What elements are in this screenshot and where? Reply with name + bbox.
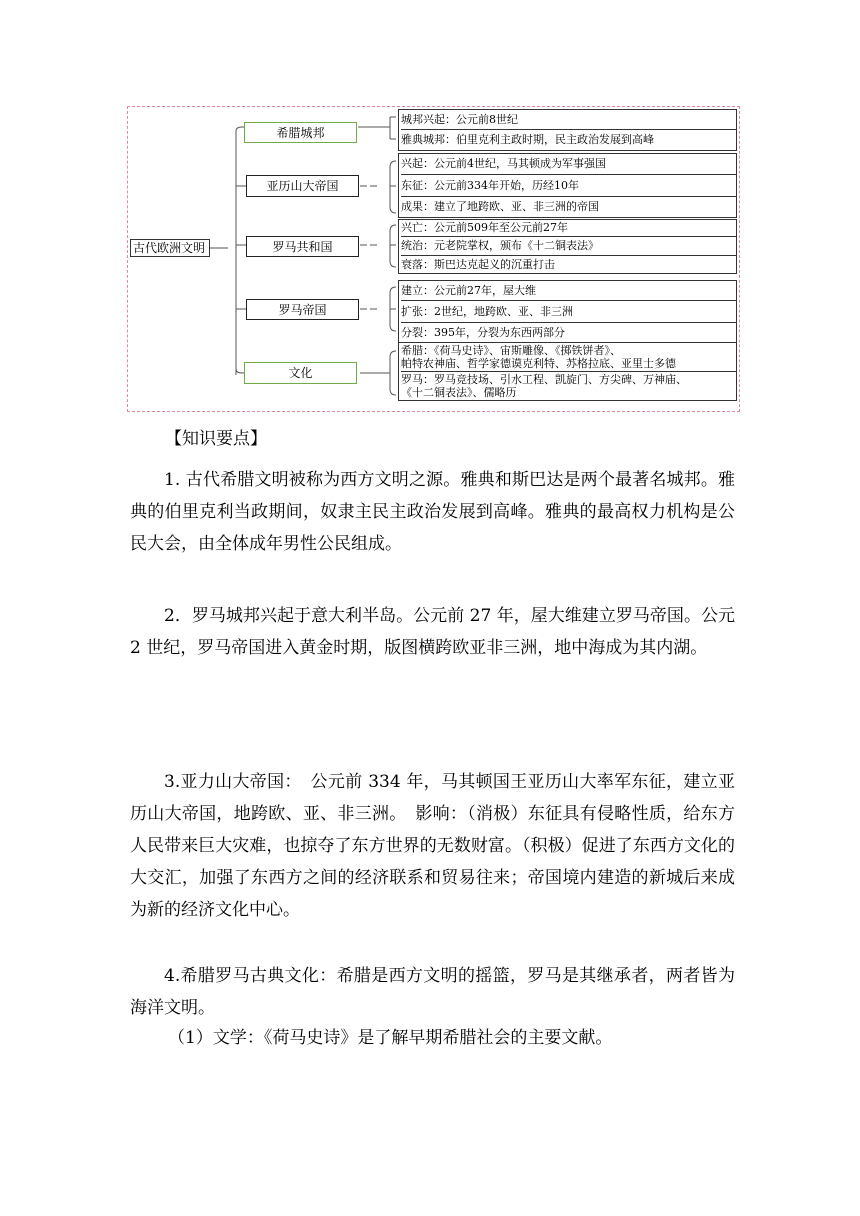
leaf-group-roman-empire [398,280,737,344]
branch-roman-empire: 罗马帝国 [246,299,359,320]
leaf-item [401,343,736,372]
branch-culture: 文化 [244,362,357,384]
leaf-item: 分裂：395年，分裂为东西两部分 [401,326,565,339]
branch-alexander-empire: 亚历山大帝国 [246,175,359,197]
leaf-group-alexander [398,153,737,218]
leaf-line: 《十二铜表法》、儒略历 [401,386,517,399]
leaf-item: 东征：公元前334年开始，历经10年 [401,175,736,197]
knowledge-point-2: 2．罗马城邦兴起于意大利半岛。公元前 27 年，屋大维建立罗马帝国。公元 2 世纪，罗马帝国进入黄金时期，版图横跨欧亚非三洲，地中海成为其内湖。 [130,606,735,658]
leaf-item: 兴亡：公元前509年至公元前27年 [401,220,736,237]
leaf-item: 扩张：2世纪，地跨欧、亚、非三洲 [401,301,736,323]
leaf-item: 统治：元老院掌权，颁布《十二铜表法》 [401,237,736,256]
leaf-item: 雅典城邦：伯里克利主政时期，民主政治发展到高峰 [401,133,654,146]
knowledge-point-3: 3.亚力山大帝国： 公元前 334 年，马其顿国王亚历山大率军东征，建立亚历山大帝国，地跨欧、亚、非三洲。 影响：（消极）东征具有侵略性质，给东方人民带来巨大灾难，也掠夺了东方世界的无数财富。（积极）促进了东西方文化的大交汇，加强了东西方之间的经济联系和贸易往来；帝国境内建造的新城后来成为新的经济文化中心。 [130,772,735,920]
leaf-item: 衰落：斯巴达克起义的沉重打击 [401,258,555,271]
knowledge-point-1: 1. 古代希腊文明被称为西方文明之源。雅典和斯巴达是两个最著名城邦。雅典的伯里克利当政期间，奴隶主民主政治发展到高峰。雅典的最高权力机构是公民大会，由全体成年男性公民组成。 [130,470,735,554]
branch-greek-city-states: 希腊城邦 [244,122,357,143]
leaf-item: 建立：公元前27年，屋大维 [401,281,736,301]
leaf-item [401,372,736,400]
leaf-line: 帕特农神庙、哲学家德谟克利特、苏格拉底、亚里士多德 [401,357,676,370]
mindmap-root: 古代欧洲文明 [130,239,210,257]
knowledge-point-4: 4.希腊罗马古典文化：希腊是西方文明的摇篮，罗马是其继承者，两者皆为海洋文明。 [130,966,735,1018]
leaf-line: 罗马：罗马竞技场、引水工程、凯旋门、方尖碑、万神庙、 [401,373,687,386]
leaf-group-greek [398,109,737,151]
leaf-group-culture [398,342,737,401]
leaf-group-roman-republic [398,219,737,274]
leaf-line: 希腊：《荷马史诗》、宙斯雕像、《掷铁饼者》、 [401,344,621,357]
leaf-item: 城邦兴起：公元前8世纪 [401,110,736,130]
leaf-item: 兴起：公元前4世纪，马其顿成为军事强国 [401,154,736,175]
leaf-item: 成果：建立了地跨欧、亚、非三洲的帝国 [401,200,599,213]
mind-map [127,106,740,412]
knowledge-point-4-sub-1: （1）文学：《荷马史诗》是了解早期希腊社会的主要文献。 [168,1028,613,1048]
branch-roman-republic: 罗马共和国 [246,236,359,257]
section-heading: 【知识要点】 [165,429,267,449]
